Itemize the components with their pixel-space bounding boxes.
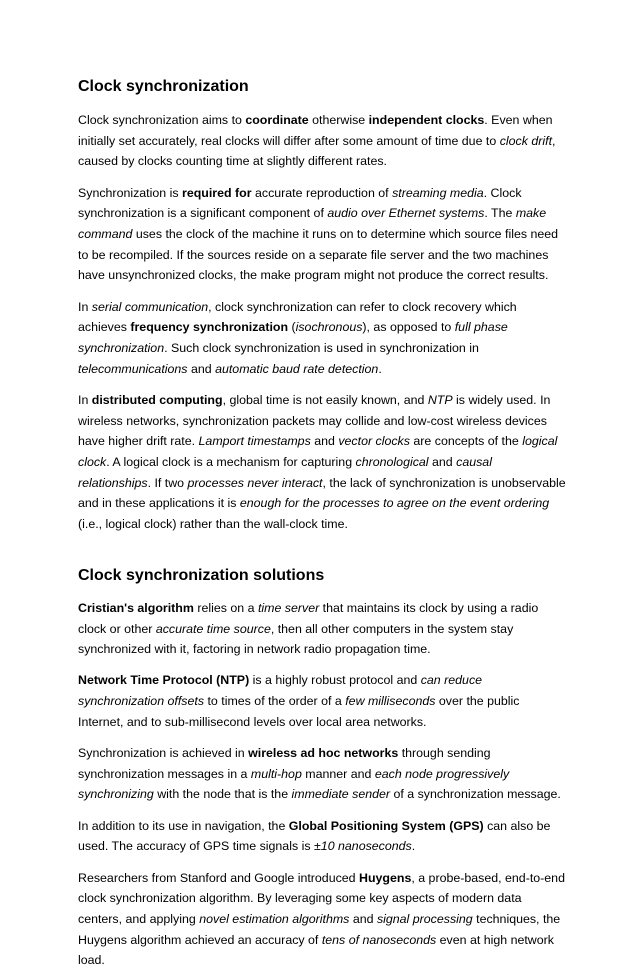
italic-text: processes never interact: [187, 475, 323, 490]
paragraph: [78, 110, 568, 172]
bold-text: distributed computing: [91, 392, 223, 407]
text-run: , then all other computers in the system stay synchronized with it, factoring in network radio propagation time.: [78, 621, 514, 657]
paragraph: [78, 670, 568, 732]
italic-text: signal processing: [376, 912, 473, 926]
italic-text: full phase synchronization: [78, 320, 508, 356]
bold-text: wireless ad hoc networks: [248, 746, 399, 761]
italic-text: streaming media: [392, 185, 484, 200]
italic-text: vector clocks: [338, 434, 410, 449]
italic-text: clock drift: [499, 133, 553, 148]
text-run: and: [187, 361, 216, 376]
text-run: , a probe-based, end-to-end clock synchronization algorithm. By leveraging some key aspects of modern data centers, and applying: [78, 870, 565, 926]
text-run: In addition to its use in navigation, the: [78, 818, 289, 833]
text-run: is a highly robust protocol and: [249, 673, 421, 688]
italic-text: audio over Ethernet systems: [327, 206, 485, 221]
text-run: otherwise: [308, 113, 369, 127]
italic-text: immediate sender: [291, 787, 391, 802]
paragraph: [78, 868, 568, 971]
bold-text: required for: [182, 185, 252, 200]
paragraph: [78, 297, 568, 380]
italic-text: make command: [78, 206, 547, 242]
text-run: In: [78, 392, 92, 407]
italic-text: telecommunications: [78, 361, 188, 376]
paragraph: [78, 816, 568, 857]
paragraph: [78, 390, 568, 535]
bold-text: Global Positioning System (GPS): [288, 818, 484, 833]
italic-text: few milliseconds: [345, 694, 436, 709]
text-run: that maintains its clock by using a radio clock or other: [78, 600, 539, 636]
text-run: . Even when initially set accurately, real clocks will differ after some amount of time due to: [78, 113, 553, 148]
italic-text: logical clock: [78, 434, 558, 470]
text-run: of a synchronization message.: [390, 787, 561, 802]
text-run: Clock synchronization aims to: [78, 113, 246, 127]
bold-text: Huygens: [359, 870, 412, 885]
italic-text: each node progressively synchronizing: [78, 766, 510, 802]
italic-text: isochronous: [295, 320, 363, 335]
text-run: is widely used. In wireless networks, synchronization packets may collide and low-cost wireless devices have higher drift rate.: [78, 392, 551, 449]
italic-text: novel estimation algorithms: [199, 912, 350, 926]
text-run: In: [78, 299, 92, 314]
italic-text: serial communication: [91, 299, 209, 314]
text-run: are concepts of the: [409, 434, 523, 449]
text-run: , the lack of synchronization is unobservable and in these applications it is: [78, 475, 566, 511]
text-run: even at high network load.: [78, 932, 554, 968]
italic-text: enough for the processes to agree on the event ordering: [239, 496, 550, 511]
italic-text: 10 nanoseconds: [320, 839, 412, 854]
paragraph: [78, 743, 568, 805]
italic-text: Lamport timestamps: [198, 434, 311, 449]
text-run: , caused by clocks counting time at slightly different rates.: [78, 133, 556, 169]
text-run: through sending synchronization messages in a: [78, 746, 491, 781]
text-run: Researchers from Stanford and Google introduced: [78, 870, 360, 885]
italic-text: chronological: [355, 455, 429, 470]
text-run: over the public Internet, and to sub-millisecond levels over local area networks.: [78, 694, 520, 729]
bold-text: independent clocks: [368, 113, 485, 127]
text-run: . Such clock synchronization is used in synchronization in: [164, 341, 479, 356]
text-run: .: [411, 839, 416, 854]
text-run: (: [288, 320, 296, 335]
bold-text: Cristian's algorithm: [78, 600, 194, 615]
text-run: with the node that is the: [153, 787, 292, 802]
text-run: . A logical clock is a mechanism for capturing: [106, 455, 356, 470]
italic-text: multi-hop: [250, 766, 302, 781]
text-run: Synchronization is achieved in: [78, 746, 249, 761]
text-run: and: [349, 912, 377, 926]
text-run: . If two: [147, 475, 188, 490]
text-run: uses the clock of the machine it runs on to determine which source files need to be recompiled. If the sources reside on a separate file server and the two machines have unsynchronized clocks, the make program might not produce the correct results.: [78, 227, 559, 283]
text-run: can also be used. The accuracy of GPS time signals is ±: [78, 818, 551, 854]
italic-text: causal relationships: [78, 455, 492, 490]
text-run: accurate reproduction of: [251, 185, 393, 200]
text-run: manner and: [301, 766, 375, 781]
bold-text: Network Time Protocol (NTP): [78, 673, 250, 688]
text-run: .: [378, 361, 382, 376]
text-run: ), as opposed to: [362, 320, 455, 335]
section-heading-clock-synchronization: Clock synchronization: [78, 78, 249, 95]
italic-text: automatic baud rate detection: [215, 361, 379, 376]
text-run: relies on a: [193, 600, 258, 615]
section-heading-clock-synchronization-solutions: Clock synchronization solutions: [78, 566, 325, 584]
text-run: . Clock synchronization is a significant component of: [78, 185, 522, 221]
italic-text: accurate time source: [155, 621, 271, 636]
text-run: . The: [484, 206, 516, 221]
italic-text: time server: [257, 600, 320, 615]
paragraph: [78, 598, 568, 660]
italic-text: can reduce synchronization offsets: [78, 673, 483, 709]
paragraph: [78, 183, 568, 287]
text-run: (i.e., logical clock) rather than the wall-clock time.: [78, 517, 348, 532]
text-run: , global time is not easily known, and: [222, 392, 428, 407]
text-run: and: [310, 434, 339, 449]
text-run: to times of the order of a: [204, 694, 346, 709]
italic-text: NTP: [427, 392, 453, 407]
text-run: , clock synchronization can refer to clock recovery which achieves: [78, 299, 517, 335]
text-run: Synchronization is: [78, 185, 182, 200]
bold-text: coordinate: [245, 113, 309, 127]
italic-text: tens of nanoseconds: [321, 932, 437, 947]
text-run: techniques, the Huygens algorithm achieved an accuracy of: [78, 912, 561, 947]
text-run: and: [428, 455, 457, 470]
bold-text: frequency synchronization: [130, 320, 289, 335]
